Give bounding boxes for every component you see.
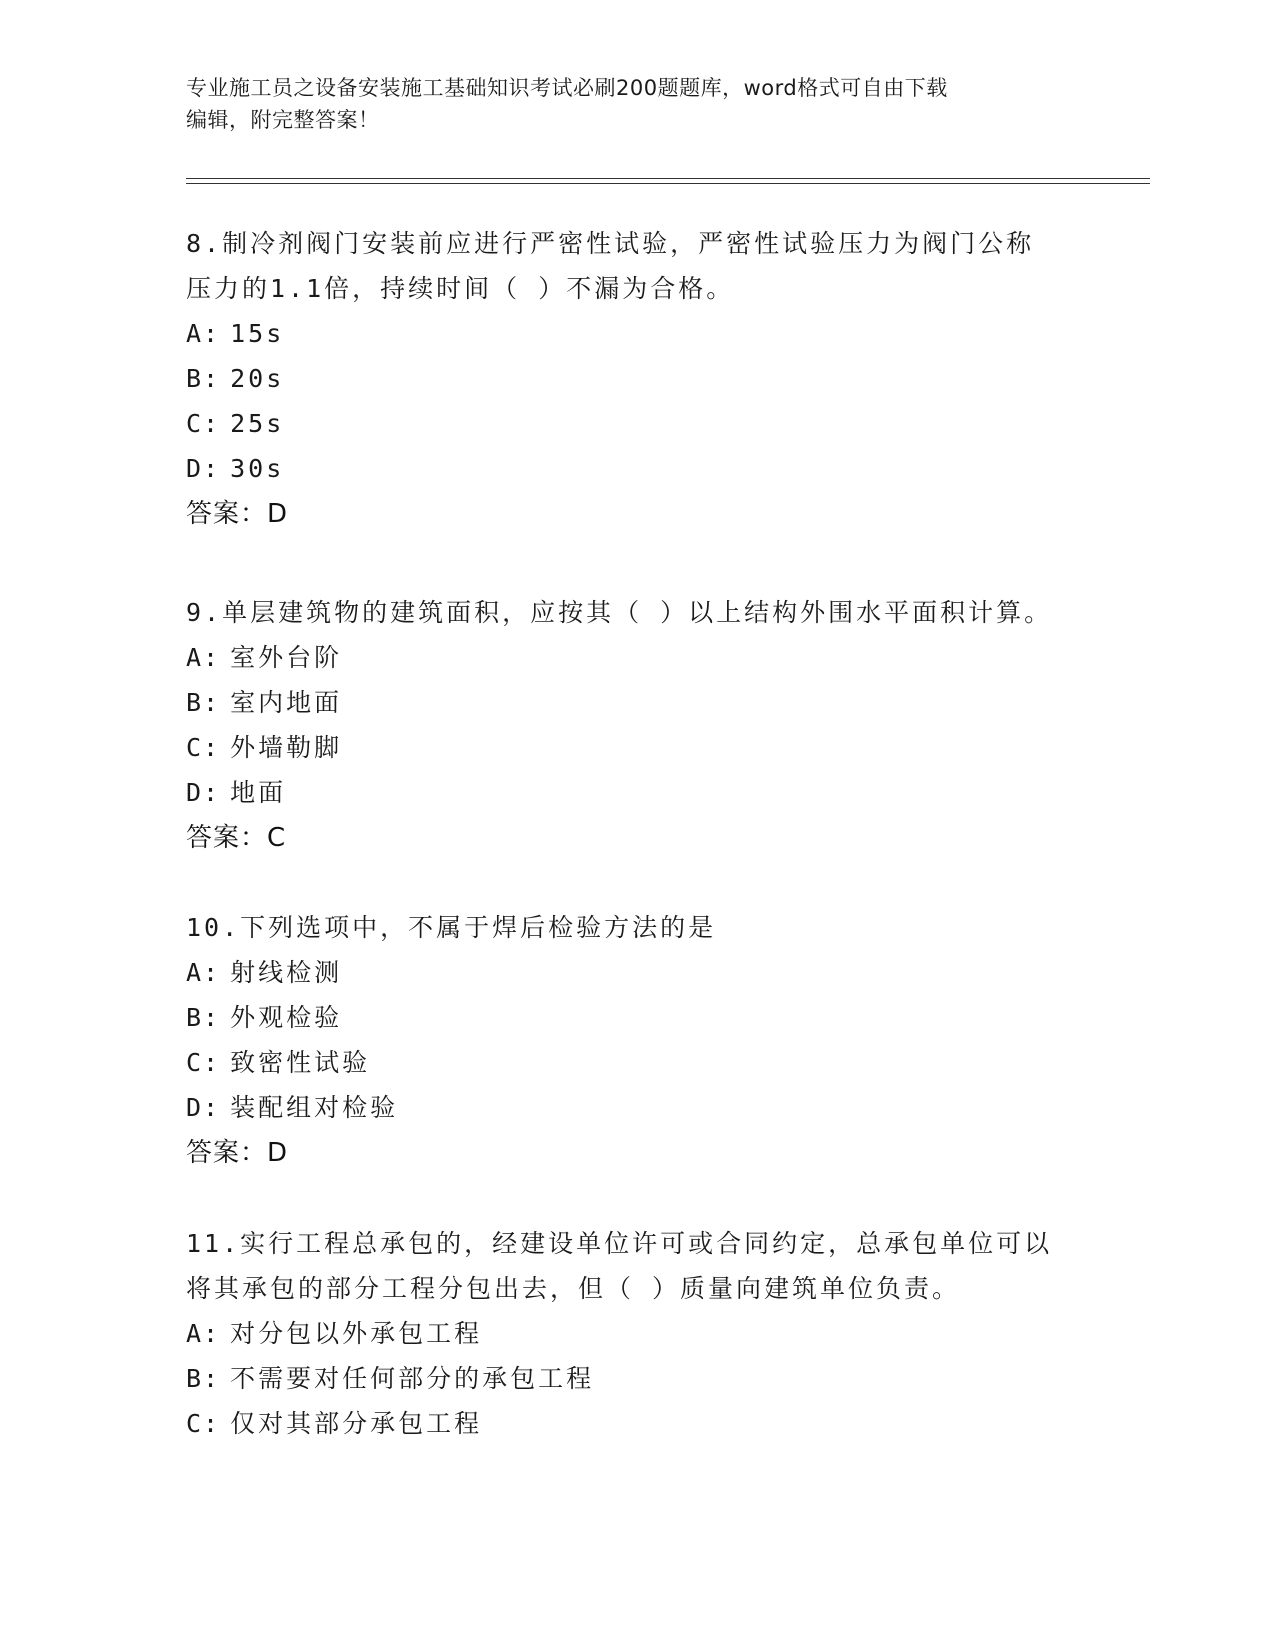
option-a bbox=[186, 1311, 1086, 1356]
option-text: 25s bbox=[230, 409, 285, 438]
option-text: 不需要对任何部分的承包工程 bbox=[230, 1364, 595, 1393]
option-letter: B: bbox=[186, 688, 221, 717]
document-header bbox=[186, 72, 1086, 136]
option-c bbox=[186, 1040, 1086, 1085]
option-letter: B: bbox=[186, 1364, 221, 1393]
option-a bbox=[186, 311, 1086, 356]
option-text: 30s bbox=[230, 454, 285, 483]
option-text: 外观检验 bbox=[230, 1003, 343, 1032]
option-letter: A: bbox=[186, 319, 221, 348]
question-9 bbox=[186, 590, 1086, 861]
option-letter: D: bbox=[186, 454, 221, 483]
option-text: 室外台阶 bbox=[230, 643, 343, 672]
option-text: 15s bbox=[230, 319, 285, 348]
option-text: 射线检测 bbox=[230, 958, 343, 987]
answer-line: 答案：C bbox=[186, 823, 287, 853]
option-letter: D: bbox=[186, 778, 221, 807]
option-letter: A: bbox=[186, 958, 221, 987]
option-text: 对分包以外承包工程 bbox=[230, 1319, 483, 1348]
question-stem-line: 11.实行工程总承包的，经建设单位许可或合同约定，总承包单位可以 bbox=[186, 1229, 1053, 1258]
question-stem-line: 10.下列选项中，不属于焊后检验方法的是 bbox=[186, 913, 717, 942]
option-d bbox=[186, 446, 1086, 491]
option-c bbox=[186, 725, 1086, 770]
option-letter: A: bbox=[186, 1319, 221, 1348]
option-letter: C: bbox=[186, 409, 221, 438]
option-text: 仅对其部分承包工程 bbox=[230, 1409, 483, 1438]
option-text: 外墙勒脚 bbox=[230, 733, 343, 762]
option-letter: B: bbox=[186, 364, 221, 393]
question-stem-line: 压力的1.1倍，持续时间（ ）不漏为合格。 bbox=[186, 274, 735, 303]
option-letter: D: bbox=[186, 1093, 221, 1122]
option-c bbox=[186, 401, 1086, 446]
question-11 bbox=[186, 1221, 1086, 1446]
option-c bbox=[186, 1401, 1086, 1446]
question-stem-line: 9.单层建筑物的建筑面积，应按其（ ）以上结构外围水平面积计算。 bbox=[186, 598, 1053, 627]
option-a bbox=[186, 950, 1086, 995]
option-b bbox=[186, 995, 1086, 1040]
question-stem-line: 8.制冷剂阀门安装前应进行严密性试验，严密性试验压力为阀门公称 bbox=[186, 229, 1035, 258]
question-stem-line: 将其承包的部分工程分包出去，但（ ）质量向建筑单位负责。 bbox=[186, 1274, 961, 1303]
question-10 bbox=[186, 905, 1086, 1176]
option-text: 装配组对检验 bbox=[230, 1093, 399, 1122]
header-line-1: 专业施工员之设备安装施工基础知识考试必刷200题题库，word格式可自由下载 bbox=[186, 76, 948, 100]
option-letter: C: bbox=[186, 733, 221, 762]
option-text: 地面 bbox=[230, 778, 287, 807]
header-line-2: 编辑，附完整答案！ bbox=[186, 108, 380, 132]
option-text: 室内地面 bbox=[230, 688, 343, 717]
option-text: 20s bbox=[230, 364, 285, 393]
question-8 bbox=[186, 221, 1086, 537]
option-text: 致密性试验 bbox=[230, 1048, 371, 1077]
option-d bbox=[186, 1085, 1086, 1130]
option-letter: A: bbox=[186, 643, 221, 672]
header-divider-top bbox=[186, 178, 1150, 179]
option-b bbox=[186, 680, 1086, 725]
option-d bbox=[186, 770, 1086, 815]
option-letter: C: bbox=[186, 1048, 221, 1077]
option-b bbox=[186, 1356, 1086, 1401]
answer-line: 答案：D bbox=[186, 499, 289, 529]
option-a bbox=[186, 635, 1086, 680]
header-divider-bottom bbox=[186, 183, 1150, 184]
option-b bbox=[186, 356, 1086, 401]
option-letter: B: bbox=[186, 1003, 221, 1032]
option-letter: C: bbox=[186, 1409, 221, 1438]
answer-line: 答案：D bbox=[186, 1138, 289, 1168]
